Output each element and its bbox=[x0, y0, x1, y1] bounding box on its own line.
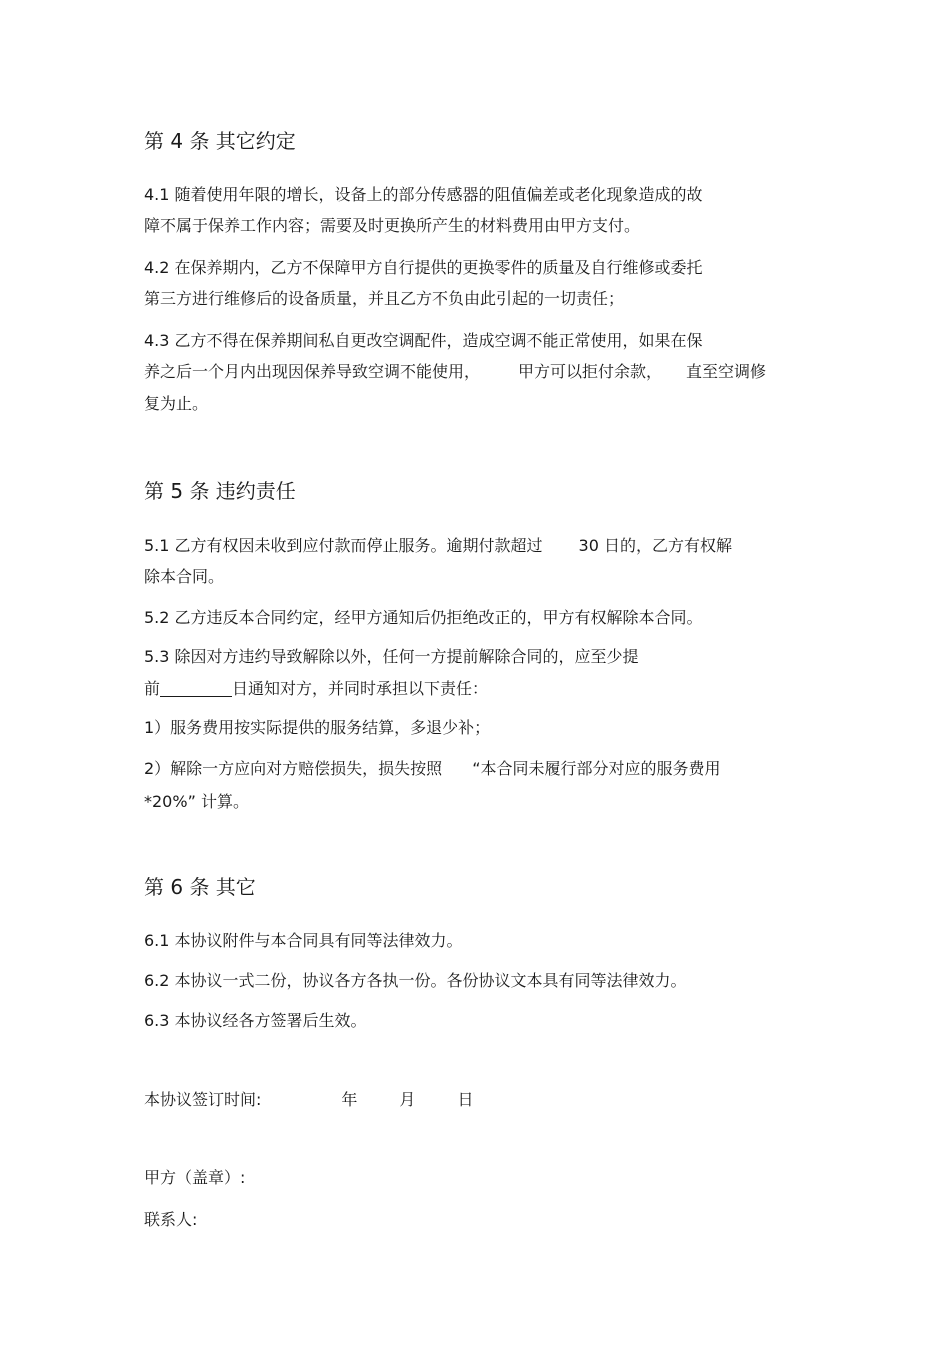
liability-item-2-part-1: 2）解除一方应向对方赔偿损失，损失按照 bbox=[144, 759, 443, 778]
clause-5-1-line-1-part-2: 30 日的，乙方有权解 bbox=[578, 536, 732, 555]
clause-4-2-line-1: 4.2 在保养期内，乙方不保障甲方自行提供的更换零件的质量及自行维修或委托 bbox=[144, 258, 703, 277]
liability-item-2-part-2: “本合同未履行部分对应的服务费用 bbox=[472, 759, 721, 778]
clause-5-3-line-1: 5.3 除因对方违约导致解除以外，任何一方提前解除合同的，应至少提 bbox=[144, 647, 639, 666]
clause-5-3-line-2-rest: 通知对方，并同时承担以下责任： bbox=[248, 679, 489, 698]
clause-6-2: 6.2 本协议一式二份，协议各方各执一份。各份协议文本具有同等法律效力。 bbox=[144, 971, 687, 990]
clause-5-3-line-2-prefix: 前 bbox=[144, 679, 161, 698]
clause-6-3: 6.3 本协议经各方签署后生效。 bbox=[144, 1011, 367, 1030]
clause-4-3-line-2-part-1: 养之后一个月内出现因保养导致空调不能使用， bbox=[144, 362, 481, 381]
clause-5-1-line-1 bbox=[144, 534, 732, 558]
clause-6-1: 6.1 本协议附件与本合同具有同等法律效力。 bbox=[144, 931, 463, 950]
section-5-heading: 第 5 条 违约责任 bbox=[144, 479, 296, 503]
clause-4-3-line-1: 4.3 乙方不得在保养期间私自更改空调配件，造成空调不能正常使用，如果在保 bbox=[144, 331, 703, 350]
clause-5-1-line-2: 除本合同。 bbox=[144, 567, 225, 586]
liability-item-1: 1）服务费用按实际提供的服务结算，多退少补； bbox=[144, 718, 491, 737]
clause-5-3-line-2 bbox=[144, 677, 488, 701]
clause-5-1-line-1-part-1: 5.1 乙方有权因未收到应付款而停止服务。逾期付款超过 bbox=[144, 536, 543, 555]
clause-4-3-line-3: 复为止。 bbox=[144, 394, 209, 413]
clause-5-3-line-2-day: 日 bbox=[232, 679, 249, 698]
clause-4-2-line-2: 第三方进行维修后的设备质量，并且乙方不负由此引起的一切责任； bbox=[144, 289, 625, 308]
signing-date-label: 本协议签订时间: bbox=[144, 1090, 262, 1109]
section-4-heading: 第 4 条 其它约定 bbox=[144, 129, 296, 153]
section-6-heading: 第 6 条 其它 bbox=[144, 875, 256, 899]
signing-date-line bbox=[144, 1088, 473, 1112]
signing-year: 年 bbox=[341, 1090, 358, 1109]
signing-month: 月 bbox=[399, 1090, 416, 1109]
clause-4-1-line-1: 4.1 随着使用年限的增长，设备上的部分传感器的阻值偏差或老化现象造成的故 bbox=[144, 185, 703, 204]
contact-person: 联系人: bbox=[144, 1210, 198, 1229]
clause-4-3-line-2-part-2: 甲方可以拒付余款， bbox=[518, 362, 663, 381]
clause-4-1-line-2: 障不属于保养工作内容；需要及时更换所产生的材料费用由甲方支付。 bbox=[144, 216, 641, 235]
signing-day: 日 bbox=[457, 1090, 474, 1109]
liability-item-2-line-1 bbox=[144, 757, 720, 781]
clause-4-3-line-2 bbox=[144, 360, 766, 384]
liability-item-2-line-2: *20%” 计算。 bbox=[144, 792, 249, 811]
clause-5-2: 5.2 乙方违反本合同约定，经甲方通知后仍拒绝改正的，甲方有权解除本合同。 bbox=[144, 608, 703, 627]
party-a-seal: 甲方（盖章）: bbox=[144, 1168, 246, 1187]
notice-days-blank bbox=[160, 678, 232, 697]
clause-4-3-line-2-part-3: 直至空调修 bbox=[686, 362, 767, 381]
